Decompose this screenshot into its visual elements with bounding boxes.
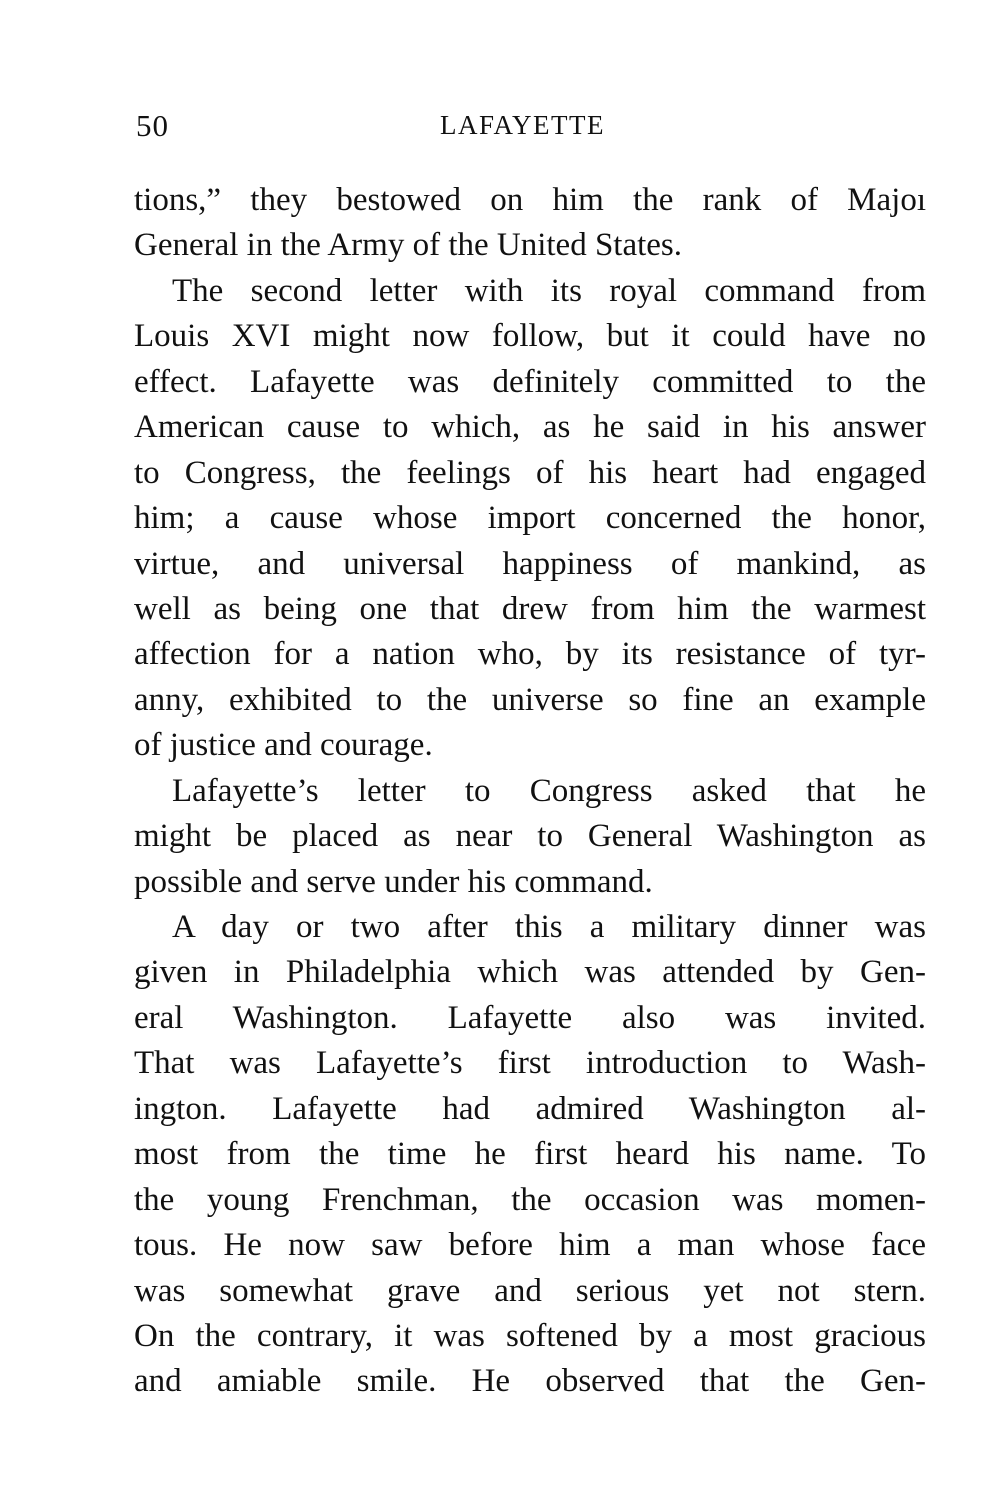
text-line: tous. He now saw before him a man whose face xyxy=(134,1227,926,1264)
text-line: eral Washington. Lafayette also was invited. xyxy=(134,999,926,1036)
text-line: of justice and courage. xyxy=(134,727,433,764)
text-line: the young Frenchman, the occasion was momen- xyxy=(134,1181,926,1218)
text-line: most from the time he first heard his name. To xyxy=(134,1136,926,1173)
text-line: Louis XVI might now follow, but it could have no xyxy=(134,318,926,355)
text-line: was somewhat grave and serious yet not stern. xyxy=(134,1272,926,1309)
text-line: well as being one that drew from him the warmest xyxy=(134,590,926,627)
text-line: him; a cause whose import concerned the honor, xyxy=(134,500,926,537)
text-line: General in the Army of the United States. xyxy=(134,227,683,264)
text-line: American cause to which, as he said in his answer xyxy=(134,409,926,446)
text-line: possible and serve under his command. xyxy=(134,863,653,900)
text-line: to Congress, the feelings of his heart had engaged xyxy=(134,454,926,491)
text-line: A day or two after this a military dinner was xyxy=(172,909,926,945)
text-line: On the contrary, it was softened by a most gracious xyxy=(134,1317,926,1354)
text-line: virtue, and universal happiness of mankind, as xyxy=(134,545,926,582)
text-line: That was Lafayette’s first introduction to Wash- xyxy=(134,1045,926,1082)
text-line: effect. Lafayette was definitely committed to the xyxy=(134,363,926,400)
text-line: anny, exhibited to the universe so fine an example xyxy=(134,681,926,718)
text-line: affection for a nation who, by its resistance of tyr- xyxy=(134,636,926,673)
text-line: Lafayette’s letter to Congress asked that he xyxy=(172,772,926,809)
page-header xyxy=(136,108,926,148)
text-line: The second letter with its royal command from xyxy=(172,272,926,309)
text-line: ington. Lafayette had admired Washington al- xyxy=(134,1090,926,1127)
text-line: given in Philadelphia which was attended by Gen- xyxy=(134,954,926,991)
page-number: 50 xyxy=(136,108,169,143)
body-text xyxy=(134,178,926,1405)
text-line: tions,” they bestowed on him the rank of Majoı xyxy=(134,182,926,218)
text-line: and amiable smile. He observed that the Gen- xyxy=(134,1363,926,1400)
text-line: might be placed as near to General Washington as xyxy=(134,818,926,855)
running-title: LAFAYETTE xyxy=(440,110,605,140)
